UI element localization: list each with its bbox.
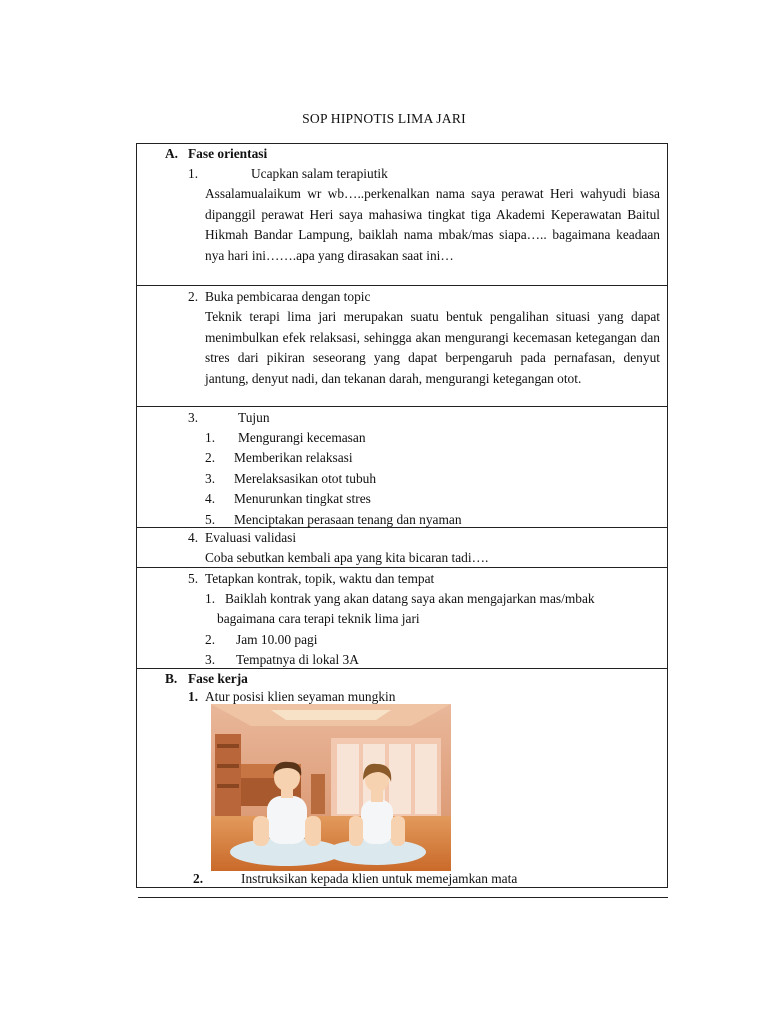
- list-item: Baiklah kontrak yang akan datang saya akan mengajarkan mas/mbak: [225, 591, 595, 606]
- list-item: Tempatnya di lokal 3A: [236, 652, 359, 667]
- list-number: 3.: [205, 471, 216, 486]
- item-title: Tetapkan kontrak, topik, waktu dan tempat: [205, 571, 435, 586]
- document-title: SOP HIPNOTIS LIMA JARI: [302, 111, 466, 126]
- list-item: Menciptakan perasaan tenang dan nyaman: [234, 512, 462, 527]
- item-text: Atur posisi klien seyaman mungkin: [205, 689, 396, 704]
- list-number: 1.: [205, 430, 216, 445]
- item-text: Instruksikan kepada klien untuk memejamkan mata: [241, 871, 518, 886]
- list-number: 3.: [205, 652, 216, 667]
- meditation-illustration: [211, 704, 451, 871]
- item-number: 5.: [188, 571, 199, 586]
- row-topic: [137, 285, 667, 407]
- item-number: 2.: [188, 289, 199, 304]
- item-number: 1.: [188, 689, 199, 704]
- item-number: 4.: [188, 530, 199, 545]
- row-kontrak: [137, 567, 667, 669]
- page-footer-rule: [138, 897, 668, 898]
- row-salam: [137, 144, 667, 285]
- list-item-continuation: bagaimana cara terapi teknik lima jari: [217, 611, 420, 626]
- item-title: Ucapkan salam terapiutik: [251, 166, 388, 181]
- item-title: Evaluasi validasi: [205, 530, 297, 545]
- row-evaluasi: [137, 527, 667, 568]
- item-number: 1.: [188, 166, 199, 181]
- item-number: 2.: [193, 871, 204, 886]
- list-number: 1.: [205, 591, 216, 606]
- sop-table: [136, 143, 668, 888]
- section-b-label: B.: [165, 671, 178, 686]
- item-title: Tujun: [238, 410, 270, 425]
- list-number: 2.: [205, 450, 216, 465]
- list-item: Memberikan relaksasi: [234, 450, 353, 465]
- section-a-heading: Fase orientasi: [188, 146, 268, 161]
- list-item: Menurunkan tingkat stres: [234, 491, 371, 506]
- list-item: Merelaksasikan otot tubuh: [234, 471, 377, 486]
- item-body-text: Teknik terapi lima jari merupakan suatu bentuk pengalihan situasi yang dapat menimbulkan efek relaksasi, sehingga akan mengurangi kecemasan ketegangan dan stres dari pikiran seseorang yang dapat berpengaruh pada pernafasan, denyut jantung, denyut nadi, dan tekanan darah, mengurangi ketegangan otot.: [205, 309, 660, 386]
- section-a-label: A.: [165, 146, 179, 161]
- section-b-heading: Fase kerja: [188, 671, 248, 686]
- list-number: 2.: [205, 632, 216, 647]
- list-item: Jam 10.00 pagi: [236, 632, 318, 647]
- row-tujuan: [137, 406, 667, 528]
- item-body-text: Coba sebutkan kembali apa yang kita bicaran tadi….: [205, 550, 489, 565]
- item-title: Buka pembicaraa dengan topic: [205, 289, 371, 304]
- list-item: Mengurangi kecemasan: [238, 430, 366, 445]
- item-number: 3.: [188, 410, 199, 425]
- list-number: 5.: [205, 512, 216, 527]
- list-number: 4.: [205, 491, 216, 506]
- item-body-text: Assalamualaikum wr wb…..perkenalkan nama saya perawat Heri wahyudi biasa dipanggil perawat Heri saya mahasiwa tingkat tiga Akademi Keperawatan Baitul Hikmah Bandar Lampung, baiklah nama mbak/mas siapa….. bagaimana keadaan nya hari ini…….apa yang dirasakan saat ini…: [205, 186, 660, 263]
